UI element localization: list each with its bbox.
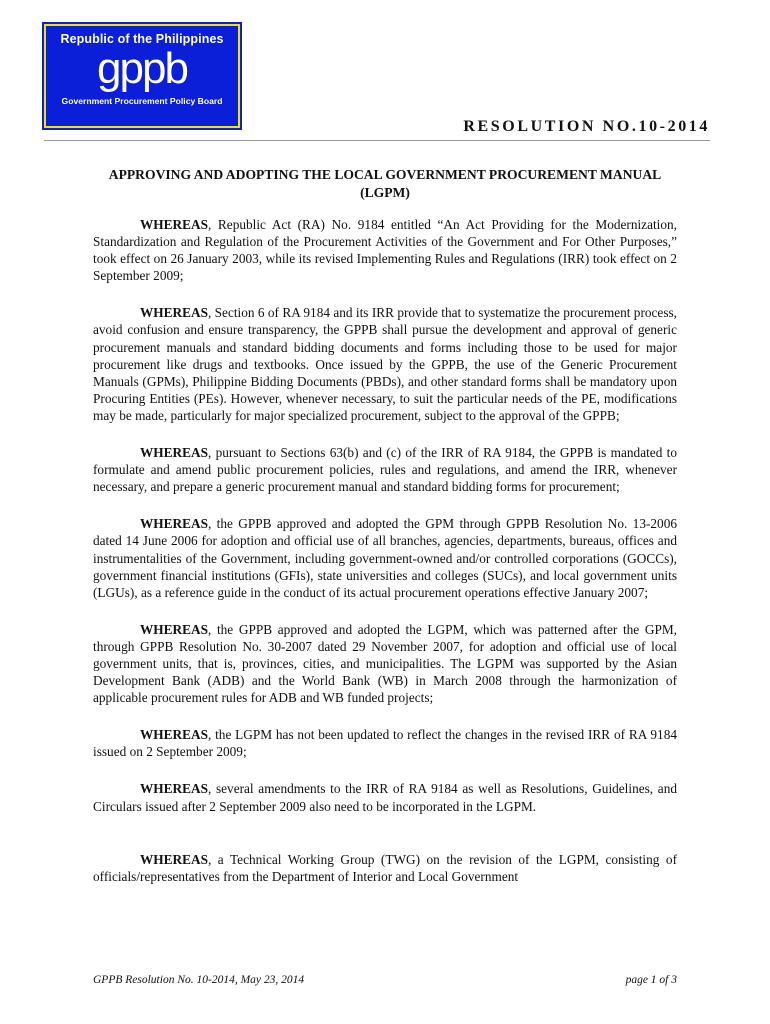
logo-country-text: Republic of the Philippines [60,32,224,46]
logo-gppb-mark: gppb [97,44,187,93]
footer-citation: GPPB Resolution No. 10-2014, May 23, 2014 [93,974,305,986]
logo-agency-text: Government Procurement Policy Board [61,96,223,106]
whereas-paragraph: WHEREAS, Republic Act (RA) No. 9184 entitled “An Act Providing for the Modernization, Standardization and Regulation of the Procurement Activities of the Government and For Other Purposes,” took effect on 26 January 2003, while its revised Implementing Rules and Regulations (IRR) took effect on 2 September 2009; [93,217,677,284]
page-number: page 1 of 3 [625,974,677,986]
whereas-paragraph: WHEREAS, pursuant to Sections 63(b) and (c) of the IRR of RA 9184, the GPPB is mandated to formulate and amend public procurement policies, rules and regulations, and amend the IRR, whenever necessary, and prepare a generic procurement manual and standard bidding forms for procurement; [93,445,677,495]
resolution-title: APPROVING AND ADOPTING THE LOCAL GOVERNMENT PROCUREMENT MANUAL (LGPM) [108,167,662,200]
resolution-body [93,216,677,885]
whereas-paragraph: WHEREAS, the GPPB approved and adopted the GPM through GPPB Resolution No. 13-2006 dated 14 June 2006 for adoption and official use of all branches, agencies, departments, bureaus, offices and instrumentalities of the Government, including government-owned and/or controlled corporations (GOCCs), government financial institutions (GFIs), state universities and colleges (SUCs), and local government units (LGUs), as a reference guide in the conduct of its actual procurement operations effective January 2007; [93,516,677,600]
gppb-logo [44,24,240,128]
page-footer [93,974,677,986]
whereas-paragraph: WHEREAS, Section 6 of RA 9184 and its IRR provide that to systematize the procurement process, avoid confusion and ensure transparency, the GPPB shall pursue the development and approval of generic procurement manuals and standard bidding documents and forms including those to be used for major procurement like drugs and textbooks. Once issued by the GPPB, the use of the Generic Procurement Manuals (GPMs), Philippine Bidding Documents (PBDs), and other standard forms shall be mandatory upon Procuring Entities (PEs). However, whenever necessary, to suit the particular needs of the PE, modifications may be made, particularly for major specialized procurement, subject to the approval of the GPPB; [93,305,677,423]
resolution-number: RESOLUTION NO.10-2014 [463,118,710,135]
whereas-paragraph: WHEREAS, several amendments to the IRR of RA 9184 as well as Resolutions, Guidelines, and Circulars issued after 2 September 2009 also need to be incorporated in the LGPM. [93,781,677,814]
whereas-paragraph: WHEREAS, the GPPB approved and adopted the LGPM, which was patterned after the GPM, through GPPB Resolution No. 30-2007 dated 29 November 2007, for adoption and official use of local government units, that is, provinces, cities, and municipalities. The LGPM was supported by the Asian Development Bank (ADB) and the World Bank (WB) in March 2008 through the harmonization of applicable procurement rules for ADB and WB funded projects; [93,621,677,706]
header-divider [44,140,710,141]
whereas-paragraph: WHEREAS, a Technical Working Group (TWG) on the revision of the LGPM, consisting of officials/representatives from the Department of Interior and Local Government [93,851,677,884]
whereas-paragraph: WHEREAS, the LGPM has not been updated to reflect the changes in the revised IRR of RA 9184 issued on 2 September 2009; [93,727,677,760]
